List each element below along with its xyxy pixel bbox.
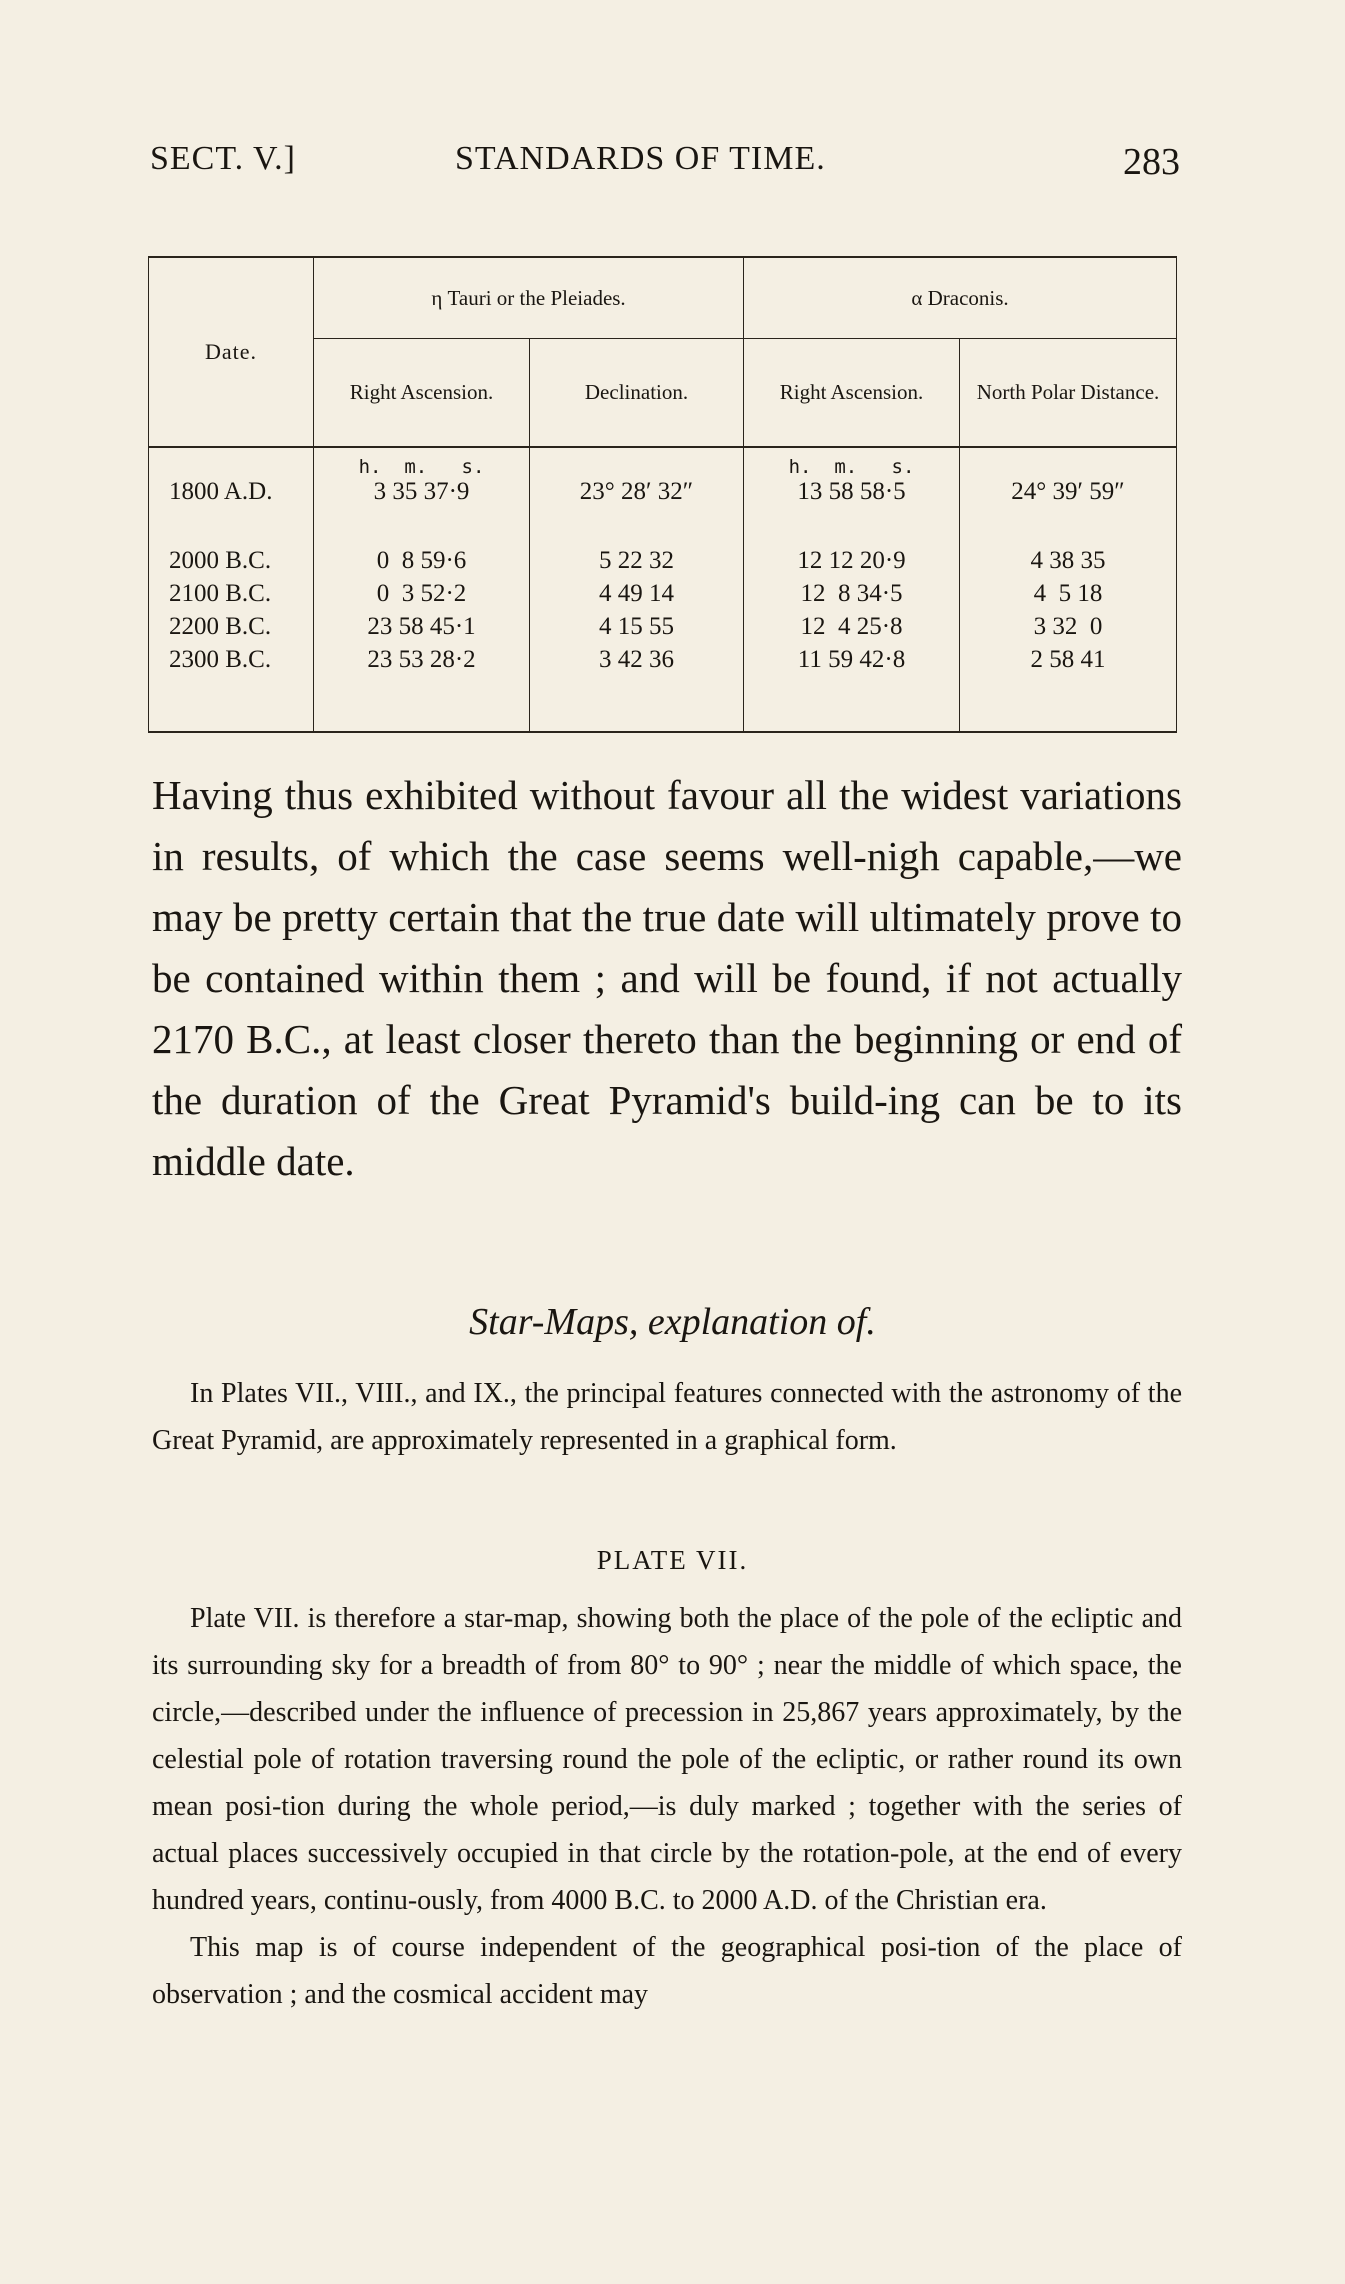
ra1-header: Right Ascension. [314, 339, 530, 448]
ra1-units: h. m. s. [314, 447, 530, 478]
plates-intro-paragraph [152, 1370, 1182, 1464]
table-row [149, 643, 1177, 676]
row-ra1: 0 8 59·6 [314, 544, 530, 577]
table-row [149, 577, 1177, 610]
table-group-header-row [149, 257, 1177, 339]
table-row [149, 610, 1177, 643]
plate-description [152, 1595, 1182, 2018]
conclusion-paragraph [152, 765, 1182, 1192]
declination-header: Declination. [530, 339, 744, 448]
row-ra2: 13 58 58·5 [744, 478, 960, 522]
row-npd: 2 58 41 [960, 643, 1177, 676]
paragraph-text: In Plates VII., VIII., and IX., the principal features connected with the astronomy of the Great Pyramid, are approximately represented in a graphical form. [152, 1378, 1182, 1456]
row-date: 2100 B.C. [149, 577, 314, 610]
paragraph-text: This map is of course independent of the geographical posi-tion of the place of observation ; and the cosmical accident may [152, 1932, 1182, 2010]
npd-header: North Polar Distance. [960, 339, 1177, 448]
chapter-title: STANDARDS OF TIME. [455, 140, 826, 177]
paragraph-text: Having thus exhibited without favour all the widest variations in results, of which the case seems well-nigh capable,—we may be pretty certain that the true date will ultimately prove to be contained within them ; and will be found, if not actually 2170 B.C., at least closer thereto than the beginning or end of the duration of the Great Pyramid's build-ing can be to its middle date. [152, 772, 1182, 1184]
row-npd: 4 5 18 [960, 577, 1177, 610]
row-declination: 23° 28′ 32″ [530, 478, 744, 522]
row-ra1: 0 3 52·2 [314, 577, 530, 610]
ra2-units: h. m. s. [744, 447, 960, 478]
star-positions-table [148, 256, 1177, 733]
row-ra1: 23 58 45·1 [314, 610, 530, 643]
row-declination: 4 49 14 [530, 577, 744, 610]
units-row [149, 447, 1177, 478]
row-declination: 5 22 32 [530, 544, 744, 577]
row-declination: 3 42 36 [530, 643, 744, 676]
row-date: 2000 B.C. [149, 544, 314, 577]
row-ra1: 23 53 28·2 [314, 643, 530, 676]
section-heading: Star-Maps, explanation of. [469, 1301, 876, 1343]
row-ra2: 12 12 20·9 [744, 544, 960, 577]
row-date: 2200 B.C. [149, 610, 314, 643]
table-row [149, 544, 1177, 577]
table-row [149, 478, 1177, 522]
draconis-group-header: α Draconis. [744, 257, 1177, 339]
row-ra1: 3 35 37·9 [314, 478, 530, 522]
date-column-header: Date. [149, 257, 314, 447]
pleiades-group-header: η Tauri or the Pleiades. [314, 257, 744, 339]
ra2-header: Right Ascension. [744, 339, 960, 448]
running-head [150, 140, 1180, 190]
row-ra2: 12 4 25·8 [744, 610, 960, 643]
row-declination: 4 15 55 [530, 610, 744, 643]
row-date: 1800 A.D. [149, 478, 314, 522]
row-date: 2300 B.C. [149, 643, 314, 676]
page-number: 283 [1123, 141, 1180, 183]
row-ra2: 12 8 34·5 [744, 577, 960, 610]
row-ra2: 11 59 42·8 [744, 643, 960, 676]
section-label: SECT. V.] [150, 140, 296, 177]
row-npd: 24° 39′ 59″ [960, 478, 1177, 522]
paragraph-text: Plate VII. is therefore a star-map, showing both the place of the pole of the ecliptic and its surrounding sky for a breadth of from 80° to 90° ; near the middle of which space, the circle,—described under the influence of precession in 25,867 years approximately, by the celestial pole of rotation traversing round the pole of the ecliptic, or rather round its own mean posi-tion during the whole period,—is duly marked ; together with the series of actual places successively occupied in that circle by the rotation-pole, at the end of every hundred years, continu-ously, from 4000 B.C. to 2000 A.D. of the Christian era. [152, 1603, 1182, 1916]
row-npd: 4 38 35 [960, 544, 1177, 577]
row-npd: 3 32 0 [960, 610, 1177, 643]
plate-heading: PLATE VII. [596, 1545, 749, 1575]
